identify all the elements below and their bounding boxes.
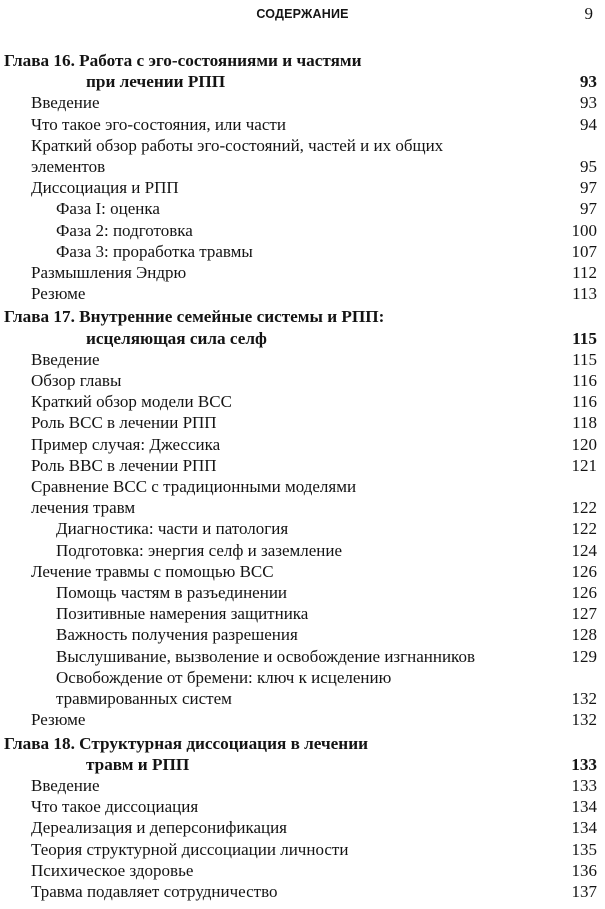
entry-page-number: 94 (580, 114, 597, 134)
toc-entry (0, 860, 605, 881)
entry-page-number: 128 (571, 625, 597, 645)
chapter-title-line-1: Глава 17. Внутренние семейные системы и РПП: (4, 307, 385, 327)
toc-subentry (0, 241, 605, 262)
entry-page-number: 134 (571, 797, 597, 817)
entry-title: Обзор главы (31, 371, 122, 391)
entry-page-number: 112 (572, 263, 597, 283)
entry-page-number: 113 (572, 284, 597, 304)
entry-title: Диссоциация и РПП (31, 178, 179, 198)
entry-title: Роль ВСС в лечении РПП (31, 413, 217, 433)
chapter-title-line-1: Глава 18. Структурная диссоциация в лечении (4, 733, 369, 753)
toc-entry (0, 455, 605, 476)
toc-subentry (0, 220, 605, 241)
toc-entry (0, 177, 605, 198)
entry-title: Введение (31, 93, 100, 113)
entry-title: Фаза 2: подготовка (56, 220, 193, 240)
chapter-heading (0, 306, 605, 348)
entry-page-number: 135 (571, 839, 597, 859)
entry-page-number: 126 (571, 561, 597, 581)
entry-title: Что такое эго-состояния, или части (31, 114, 286, 134)
entry-page-number: 100 (571, 220, 597, 240)
entry-page-number: 133 (571, 775, 597, 795)
chapter-page-number: 93 (579, 72, 597, 92)
entry-title: Что такое диссоциация (31, 797, 199, 817)
entry-page-number: 93 (580, 93, 597, 113)
toc-subentry (0, 603, 605, 624)
toc-entry (0, 349, 605, 370)
entry-page-number: 97 (580, 199, 597, 219)
entry-title: Лечение травмы с помощью ВСС (31, 561, 274, 581)
entry-title: Важность получения разрешения (56, 625, 298, 645)
toc-subentry (0, 518, 605, 539)
entry-title: Психическое здоровье (31, 860, 194, 880)
entry-page-number: 127 (571, 604, 597, 624)
toc-subentry (0, 582, 605, 603)
entry-title: Введение (31, 349, 100, 369)
toc-entry (0, 561, 605, 582)
toc-entry (0, 476, 605, 518)
chapter-heading (0, 733, 605, 775)
chapter-page-number: 133 (571, 754, 597, 774)
entry-page-number: 134 (571, 818, 597, 838)
entry-title: Фаза I: оценка (56, 199, 160, 219)
entry-title: Резюме (31, 710, 86, 730)
toc-subentry (0, 540, 605, 561)
entry-title: Резюме (31, 284, 86, 304)
chapter-title-line-2: при лечении РПП (86, 72, 226, 92)
entry-page-number: 118 (572, 413, 597, 433)
toc-entry (0, 391, 605, 412)
chapter-page-number: 115 (572, 328, 597, 348)
entry-title: Размышления Эндрю (31, 263, 187, 283)
entry-page-number: 122 (571, 519, 597, 539)
toc-entry (0, 412, 605, 433)
table-of-contents (0, 48, 605, 902)
toc-entry (0, 434, 605, 455)
entry-title: Фаза 3: проработка травмы (56, 241, 253, 261)
toc-entry (0, 114, 605, 135)
entry-title: Краткий обзор модели ВСС (31, 392, 232, 412)
entry-page-number: 137 (571, 881, 597, 901)
entry-page-number: 122 (571, 498, 597, 518)
toc-entry (0, 135, 605, 177)
entry-page-number: 116 (572, 392, 597, 412)
entry-title-continued: элементов (31, 157, 106, 177)
chapter-title-line-1: Глава 16. Работа с эго-состояниями и частями (4, 51, 362, 70)
entry-page-number: 129 (571, 646, 597, 666)
entry-title: Диагностика: части и патология (56, 519, 289, 539)
entry-page-number: 116 (572, 371, 597, 391)
entry-page-number: 126 (571, 583, 597, 603)
entry-title: Освобождение от бремени: ключ к исцелению (56, 667, 392, 687)
entry-page-number: 115 (572, 349, 597, 369)
toc-subentry (0, 198, 605, 219)
toc-entry (0, 262, 605, 283)
running-head-title: СОДЕРЖАНИЕ (256, 7, 349, 21)
chapter-title-line-2: травм и РПП (86, 754, 190, 774)
page-number: 9 (584, 4, 593, 23)
toc-subentry (0, 646, 605, 667)
entry-title: Сравнение ВСС с традиционными моделями (31, 477, 357, 497)
entry-title: Подготовка: энергия селф и заземление (56, 540, 343, 560)
entry-title-continued: травмированных систем (56, 689, 232, 709)
entry-page-number: 107 (571, 241, 597, 261)
entry-title: Введение (31, 775, 100, 795)
entry-page-number: 136 (571, 860, 597, 880)
entry-page-number: 121 (571, 455, 597, 475)
entry-title: Дереализация и деперсонификация (31, 818, 288, 838)
toc-entry (0, 775, 605, 796)
toc-entry (0, 796, 605, 817)
toc-subentry (0, 667, 605, 709)
entry-page-number: 120 (571, 434, 597, 454)
entry-page-number: 132 (571, 689, 597, 709)
entry-page-number: 95 (580, 157, 597, 177)
chapter-heading (0, 50, 605, 92)
toc-entry (0, 92, 605, 113)
toc-entry (0, 817, 605, 838)
entry-title: Пример случая: Джессика (31, 434, 221, 454)
chapter-title-line-2: исцеляющая сила селф (86, 328, 267, 348)
entry-page-number: 132 (571, 710, 597, 730)
entry-title: Помощь частям в разъединении (56, 583, 288, 603)
entry-title: Выслушивание, вызволение и освобождение изгнанников (56, 646, 475, 666)
entry-title: Позитивные намерения защитника (56, 604, 309, 624)
entry-title: Травма подавляет сотрудничество (31, 881, 278, 901)
running-head (0, 4, 605, 26)
entry-title: Краткий обзор работы эго-состояний, частей и их общих (31, 135, 444, 155)
toc-entry (0, 283, 605, 304)
toc-entry (0, 881, 605, 902)
entry-page-number: 97 (580, 178, 597, 198)
toc-entry (0, 370, 605, 391)
entry-title: Теория структурной диссоциации личности (31, 839, 349, 859)
toc-entry (0, 839, 605, 860)
toc-entry (0, 709, 605, 730)
entry-page-number: 124 (571, 540, 597, 560)
entry-title: Роль ВВС в лечении РПП (31, 455, 217, 475)
toc-subentry (0, 624, 605, 645)
entry-title-continued: лечения травм (31, 498, 136, 518)
